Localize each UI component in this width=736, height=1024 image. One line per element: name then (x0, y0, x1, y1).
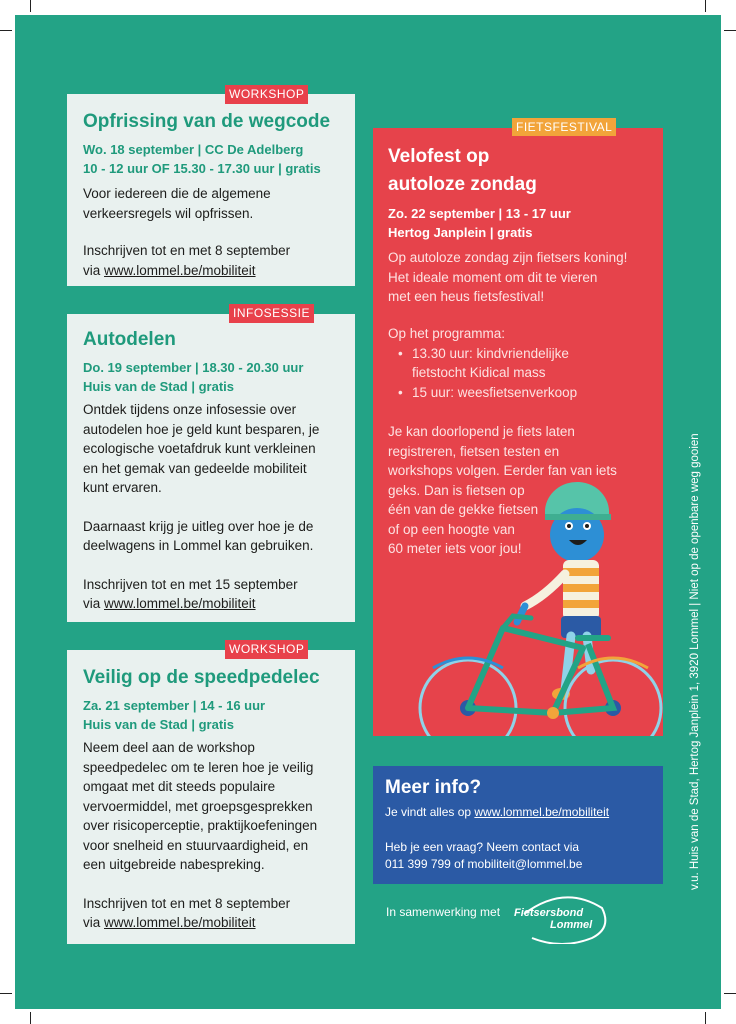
ground-strip (373, 736, 663, 758)
workshop-time: 10 - 12 uur OF 15.30 - 17.30 uur | gratis (83, 161, 321, 176)
desc-line: een uitgebreide nabespreking. (83, 857, 265, 872)
program-label: Op het programma: (388, 326, 506, 341)
fietsersbond-logo (510, 892, 610, 944)
registration-deadline: Inschrijven tot en met 8 september (83, 895, 291, 911)
more-info-title: Meer info? (385, 777, 482, 798)
desc-line: kunt ervaren. (83, 480, 162, 495)
crop-mark (30, 1012, 31, 1024)
program-item: • 15 uur: weesfietsenverkoop (388, 383, 608, 403)
crop-mark (0, 30, 12, 31)
workshop-title: Veilig op de speedpedelec (83, 667, 320, 688)
crop-mark (30, 0, 31, 12)
desc-line: verkeersregels wil opfrissen. (83, 205, 254, 221)
colophon: v.u. Huis van de Stad, Hertog Janplein 1, 3920 Lommel | Niet op de openbare weg gooien (689, 433, 701, 890)
registration-deadline: Inschrijven tot en met 8 september (83, 243, 291, 258)
info-location: Huis van de Stad | gratis (83, 379, 235, 394)
logo-text: Lommel (550, 919, 593, 931)
desc-line: Ontdek tijdens onze infosessie over (83, 402, 297, 417)
contact-details: 011 399 799 of mobiliteit@lommel.be (385, 857, 583, 871)
registration-deadline: Inschrijven tot en met 15 september (83, 576, 298, 592)
website-link[interactable]: www.lommel.be/mobiliteit (474, 805, 610, 819)
partner-label: In samenwerking met (386, 905, 501, 919)
more-info-box (373, 766, 663, 884)
crop-mark (0, 993, 12, 994)
desc-line: Daarnaast krijg je uitleg over hoe je de (83, 518, 314, 534)
desc-line: speedpedelec om te leren hoe je veilig (83, 759, 314, 775)
workshop-tag: WORKSHOP (225, 85, 308, 104)
workshop-card-speedpedelec (67, 650, 355, 944)
desc-line: en het gemak van gedeelde mobiliteit (83, 460, 307, 476)
outro-line: 60 meter iets voor jou! (388, 541, 522, 556)
crop-mark (705, 0, 706, 12)
festival-panel (373, 128, 663, 758)
desc-line: Voor iedereen die de algemene (83, 186, 271, 201)
workshop-date: Wo. 18 september | CC De Adelberg (83, 142, 304, 157)
desc-line: vervoermiddel, met groepsgesprekken (83, 798, 313, 814)
desc-line: Neem deel aan de workshop (83, 740, 255, 755)
outro-line: Je kan doorlopend je fiets laten (388, 424, 575, 439)
registration-link[interactable]: www.lommel.be/mobiliteit (104, 262, 256, 278)
infosessie-tag: INFOSESSIE (229, 304, 314, 323)
registration-link[interactable]: www.lommel.be/mobiliteit (104, 915, 256, 930)
info-card-autodelen (67, 314, 355, 622)
desc-line: ecologische voetafdruk kunt verkleinen (83, 441, 316, 456)
via-text: via (83, 915, 105, 930)
workshop-tag: WORKSHOP (225, 640, 308, 659)
desc-line: voor snelheid en stuurvaardigheid, en (83, 837, 309, 853)
festival-location: Hertog Janplein | gratis (388, 225, 533, 240)
info-date: Do. 19 september | 18.30 - 20.30 uur (83, 360, 304, 375)
fietsfestival-tag: FIETSFESTIVAL (512, 118, 616, 136)
festival-title-line: autoloze zondag (388, 174, 537, 195)
workshop-card-wegcode (67, 94, 355, 286)
outro-line: of op een hoogte van (388, 521, 515, 537)
crop-mark (724, 30, 736, 31)
desc-line: deelwagens in Lommel kan gebruiken. (83, 538, 314, 553)
outro-line: workshops volgen. Eerder fan van iets (388, 463, 617, 478)
outro-line: één van de gekke fietsen (388, 502, 539, 517)
desc-line: omgaat met dit steeds populaire (83, 779, 276, 794)
desc-line: autodelen hoe je geld kunt besparen, je (83, 421, 320, 437)
registration-link[interactable]: www.lommel.be/mobiliteit (104, 596, 256, 611)
crop-mark (724, 993, 736, 994)
child-on-bike-illustration (373, 128, 663, 758)
festival-title-line: Velofest op (388, 146, 490, 167)
program-item: • 13.30 uur: kindvriendelijke fietstocht Kidical mass (388, 344, 608, 383)
outro-line: geks. Dan is fietsen op (388, 482, 525, 498)
via-text: via (83, 596, 105, 611)
workshop-title: Opfrissing van de wegcode (83, 111, 331, 132)
festival-date: Zo. 22 september | 13 - 17 uur (388, 206, 571, 221)
intro-line: Op autoloze zondag zijn fietsers koning! (388, 250, 628, 265)
workshop-date: Za. 21 september | 14 - 16 uur (83, 698, 266, 713)
info-title: Autodelen (83, 329, 176, 350)
via-text: via (83, 262, 105, 278)
logo-text: Fietsersbond (514, 907, 584, 919)
crop-mark (705, 1012, 706, 1024)
workshop-location: Huis van de Stad | gratis (83, 717, 235, 732)
more-info-text: Je vindt alles op (385, 805, 475, 819)
outro-line: registreren, fietsen testen en (388, 443, 560, 459)
intro-line: Het ideale moment om dit te vieren (388, 269, 598, 285)
intro-line: met een heus fietsfestival! (388, 289, 545, 304)
desc-line: over risicoperceptie, praktijkoefeningen (83, 818, 318, 833)
contact-text: Heb je een vraag? Neem contact via (385, 840, 580, 854)
